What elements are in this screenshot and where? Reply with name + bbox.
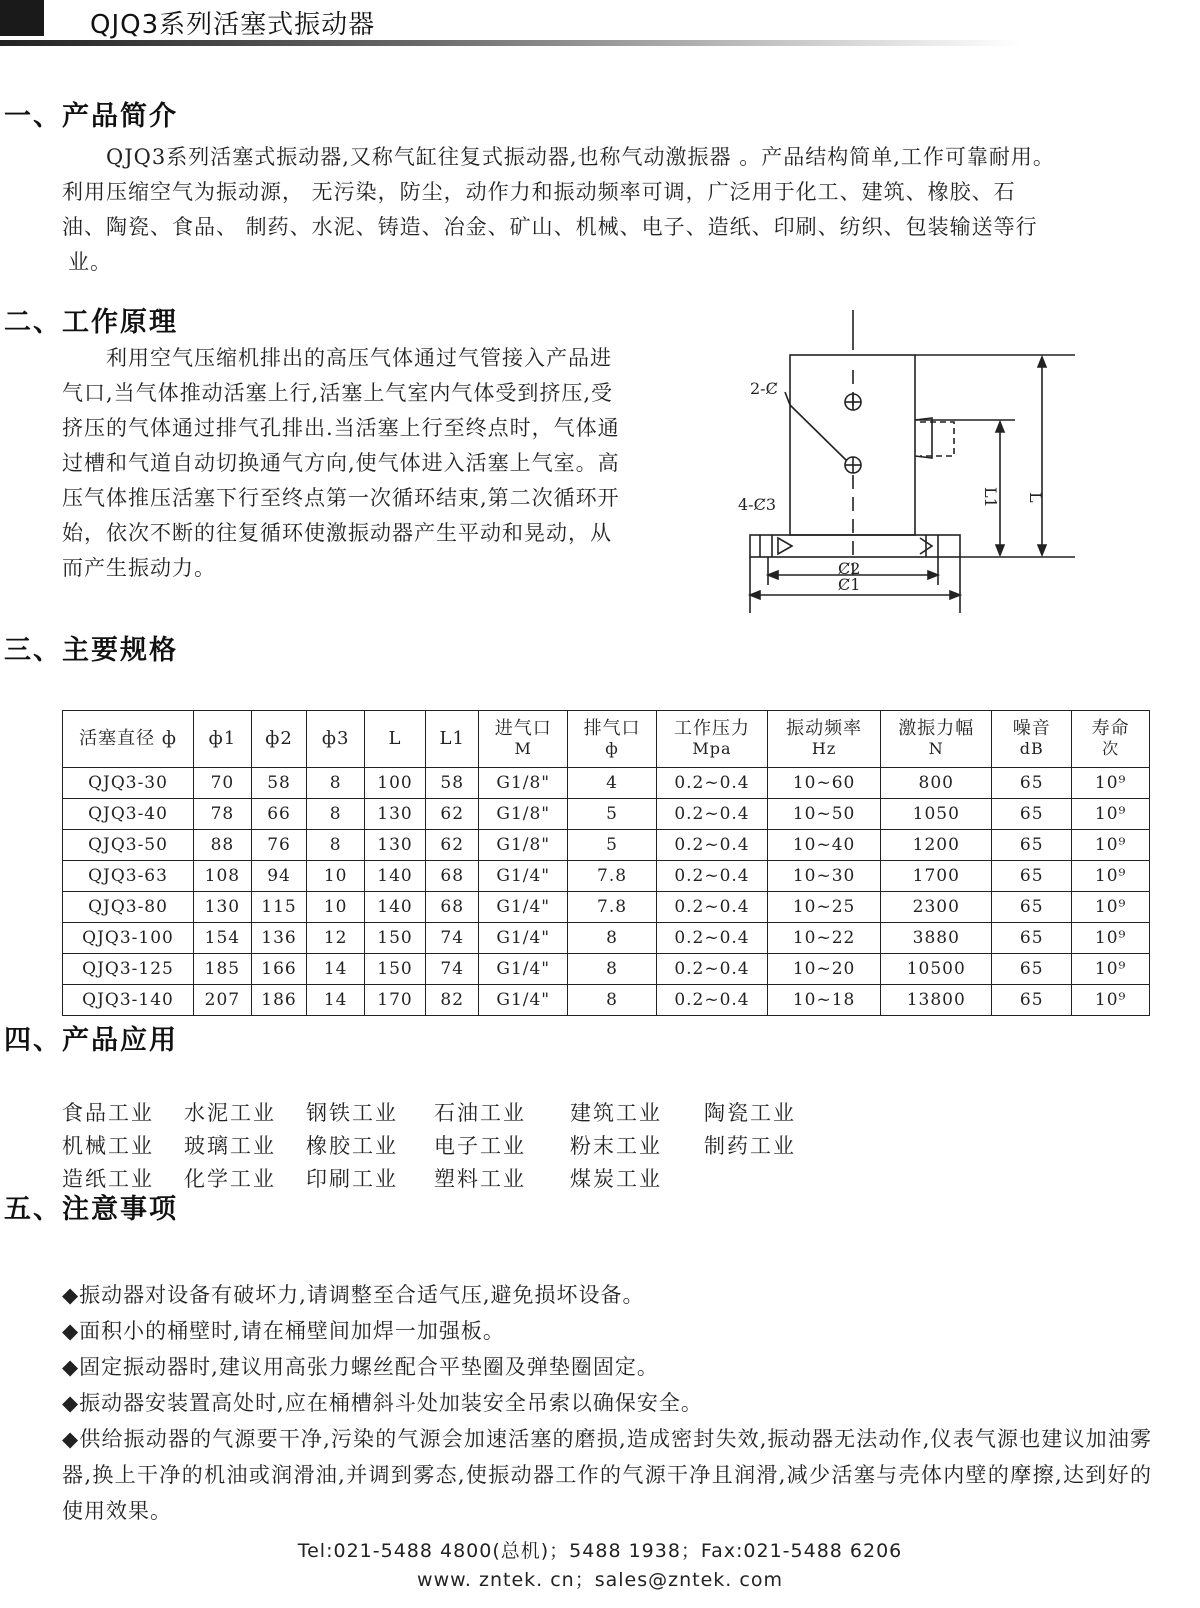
table-cell: 65 [992,861,1072,892]
table-cell: 78 [194,799,252,830]
table-cell: 150 [365,923,426,954]
note-text: 固定振动器时,建议用高张力螺丝配合平垫圈及弹垫圈固定。 [79,1355,659,1379]
table-cell: 88 [194,830,252,861]
table-cell: 10⁹ [1072,923,1150,954]
application-item: 陶瓷工业 [704,1101,796,1125]
principle-line: 而产生振动力。 [62,556,216,580]
header-label: 激振力幅 [898,718,975,739]
table-cell: G1/4" [479,861,568,892]
header-rule [0,40,1020,46]
section-title-applications: 四、产品应用 [4,1025,178,1056]
table-cell: 10 [307,892,365,923]
section-title-intro: 一、产品简介 [4,101,178,132]
table-cell: G1/8" [479,799,568,830]
table-cell: 108 [194,861,252,892]
table-cell: 0.2~0.4 [656,954,767,985]
model-cell: QJQ3-50 [63,830,194,861]
label-phi1: Ȼ1 [838,575,861,594]
table-row [63,799,1150,830]
principle-line: 始，依次不断的往复循环使激振动器产生平动和晃动，从 [62,521,612,545]
table-cell: 10~50 [768,799,881,830]
table-cell: 10⁹ [1072,830,1150,861]
table-cell: 0.2~0.4 [656,985,767,1016]
diamond-bullet-icon: ◆ [62,1283,80,1307]
table-cell: 65 [992,985,1072,1016]
table-cell: 10⁹ [1072,954,1150,985]
intro-line: 业。 [68,250,112,274]
table-cell: 8 [307,830,365,861]
header-label: 寿命 [1091,718,1130,739]
table-row [63,985,1150,1016]
page-title: QJQ3系列活塞式振动器 [90,10,376,40]
table-cell: 130 [194,892,252,923]
table-cell: 74 [426,923,479,954]
table-cell: 12 [307,923,365,954]
table-cell: 65 [992,768,1072,799]
diamond-bullet-icon: ◆ [62,1391,80,1415]
table-header-cell [992,711,1072,768]
table-cell: 76 [251,830,307,861]
diamond-bullet-icon: ◆ [62,1427,80,1451]
table-cell: 10~22 [768,923,881,954]
table-header-cell [568,711,657,768]
note-text: 振动器安装置高处时,应在桶槽斜斗处加装安全吊索以确保安全。 [79,1391,703,1415]
footer-web: www. zntek. cn；sales@zntek. com [417,1569,783,1591]
table-header-cell [365,711,426,768]
table-header-cell [63,711,194,768]
table-row [63,954,1150,985]
table-cell: 170 [365,985,426,1016]
label-l1: L1 [981,487,1000,508]
table-cell: 4 [568,768,657,799]
table-header-cell [656,711,767,768]
table-cell: 14 [307,954,365,985]
table-row [63,768,1150,799]
header-label: 噪音 [1012,718,1051,739]
table-cell: 140 [365,861,426,892]
application-item: 食品工业 [62,1101,154,1125]
note-item [62,1277,1152,1313]
header-label: 进气口 [494,718,552,739]
application-item: 粉末工业 [570,1134,662,1158]
table-cell: 74 [426,954,479,985]
notes-list [62,1277,1152,1529]
application-item: 电子工业 [434,1134,526,1158]
intro-line: 利用压缩空气为振动源， 无污染，防尘，动作力和振动频率可调，广泛用于化工、建筑、橡胶、石 [62,180,1016,204]
table-cell: 150 [365,954,426,985]
table-cell: 130 [365,799,426,830]
application-item: 建筑工业 [570,1101,662,1125]
principle-paragraph [62,341,702,586]
diamond-bullet-icon: ◆ [62,1319,80,1343]
table-cell: 68 [426,861,479,892]
table-header-cell [307,711,365,768]
table-cell: 3880 [881,923,992,954]
section-title-specs: 三、主要规格 [4,635,178,666]
table-cell: 1700 [881,861,992,892]
table-cell: 0.2~0.4 [656,861,767,892]
table-cell: 5 [568,799,657,830]
table-cell: 62 [426,830,479,861]
application-item: 钢铁工业 [306,1101,398,1125]
label-l: L [1026,492,1045,503]
table-cell: G1/4" [479,892,568,923]
header-label: L [388,728,402,749]
table-cell: 7.8 [568,892,657,923]
vibrator-drawing [738,310,1130,640]
header-label: L1 [439,728,465,749]
model-cell: QJQ3-80 [63,892,194,923]
table-cell: G1/4" [479,923,568,954]
table-cell: 2300 [881,892,992,923]
note-text: 面积小的桶壁时,请在桶壁间加焊一加强板。 [79,1319,505,1343]
header-label: 振动频率 [786,718,863,739]
table-header-cell [1072,711,1150,768]
note-item [62,1385,1152,1421]
application-item: 机械工业 [62,1134,154,1158]
table-body [63,768,1150,1016]
table-cell: 0.2~0.4 [656,768,767,799]
table-cell: 65 [992,799,1072,830]
note-item [62,1421,1152,1529]
table-cell: G1/4" [479,954,568,985]
table-cell: 58 [251,768,307,799]
table-cell: 8 [568,985,657,1016]
table-cell: 8 [568,954,657,985]
table-cell: 70 [194,768,252,799]
table-cell: 185 [194,954,252,985]
table-row [63,830,1150,861]
table-cell: 10⁹ [1072,861,1150,892]
table-cell: 10⁹ [1072,892,1150,923]
table-cell: G1/8" [479,830,568,861]
table-cell: 94 [251,861,307,892]
intro-line: QJQ3系列活塞式振动器,又称气缸往复式振动器,也称气动激振器 。产品结构简单,工作可靠耐用。 [106,145,1055,169]
label-4-phi3: 4-Ȼ3 [738,495,777,514]
header-label: 工作压力 [673,718,750,739]
model-cell: QJQ3-40 [63,799,194,830]
table-cell: 62 [426,799,479,830]
table-header-cell [251,711,307,768]
application-item: 橡胶工业 [306,1134,398,1158]
table-cell: 10⁹ [1072,799,1150,830]
table-cell: 65 [992,830,1072,861]
table-cell: 0.2~0.4 [656,892,767,923]
table-header-cell [768,711,881,768]
application-item: 玻璃工业 [184,1134,276,1158]
table-cell: 8 [307,799,365,830]
table-cell: 10500 [881,954,992,985]
application-item: 水泥工业 [184,1101,276,1125]
header-unit: M [514,739,532,758]
table-cell: 10~30 [768,861,881,892]
header-unit: Mpa [692,739,732,758]
table-cell: 0.2~0.4 [656,923,767,954]
header-unit: N [928,739,944,758]
table-cell: 800 [881,768,992,799]
table-cell: 115 [251,892,307,923]
header-unit: ф [605,739,619,758]
table-cell: 1200 [881,830,992,861]
table-cell: 166 [251,954,307,985]
table-cell: 10⁹ [1072,985,1150,1016]
principle-line: 挤压的气体通过排气孔排出.当活塞上行至终点时，气体通 [62,416,620,440]
table-cell: 8 [568,923,657,954]
table-cell: 130 [365,830,426,861]
header-block [0,0,44,36]
table-cell: 10~40 [768,830,881,861]
application-item: 煤炭工业 [570,1167,662,1191]
model-cell: QJQ3-140 [63,985,194,1016]
header-unit: 次 [1102,739,1120,758]
table-cell: 140 [365,892,426,923]
label-phi2: Ȼ2 [838,559,861,578]
table-cell: 68 [426,892,479,923]
application-item: 石油工业 [434,1101,526,1125]
table-cell: 154 [194,923,252,954]
table-cell: 65 [992,954,1072,985]
base-flange [750,535,960,557]
table-cell: 10~60 [768,768,881,799]
application-item: 制药工业 [704,1134,796,1158]
table-header-cell [426,711,479,768]
diamond-bullet-icon: ◆ [62,1355,80,1379]
model-cell: QJQ3-30 [63,768,194,799]
application-item: 造纸工业 [62,1167,154,1191]
spec-table [62,710,1150,1016]
table-cell: 58 [426,768,479,799]
table-cell: G1/4" [479,985,568,1016]
table-cell: 10⁹ [1072,768,1150,799]
application-item: 塑料工业 [434,1167,526,1191]
table-cell: 1050 [881,799,992,830]
table-cell: G1/8" [479,768,568,799]
table-cell: 5 [568,830,657,861]
application-item: 化学工业 [184,1167,276,1191]
note-item [62,1349,1152,1385]
header-label: 活塞直径 ф [79,728,177,749]
table-cell: 10~18 [768,985,881,1016]
header-label: ф2 [265,728,293,749]
section-title-principle: 二、工作原理 [4,307,178,338]
footer-contact: Tel:021-5488 4800(总机)；5488 1938；Fax:021-5488 6206 [297,1540,903,1562]
header-label: 排气口 [583,718,641,739]
table-cell: 100 [365,768,426,799]
table-row [63,861,1150,892]
table-cell: 13800 [881,985,992,1016]
intro-paragraph [62,140,1150,280]
intro-line: 油、陶瓷、食品、 制药、水泥、铸造、冶金、矿山、机械、电子、造纸、印刷、纺织、包装输送等行 [62,215,1038,239]
table-cell: 8 [307,768,365,799]
table-cell: 10~20 [768,954,881,985]
table-cell: 10~25 [768,892,881,923]
principle-line: 利用空气压缩机排出的高压气体通过气管接入产品进 [106,346,612,370]
table-cell: 14 [307,985,365,1016]
principle-line: 过槽和气道自动切换通气方向,使气体进入活塞上气室。高 [62,451,620,475]
table-header-row [63,711,1150,768]
note-text: 供给振动器的气源要干净,污染的气源会加速活塞的磨损,造成密封失效,振动器无法动作,仪表气源也建议加油雾器,换上干净的机油或润滑油,并调到雾态,使振动器工作的气源干净且润滑,减少活塞与壳体内壁的摩擦,达到好的使用效果。 [62,1427,1152,1523]
table-cell: 207 [194,985,252,1016]
table-cell: 186 [251,985,307,1016]
table-cell: 0.2~0.4 [656,799,767,830]
model-cell: QJQ3-63 [63,861,194,892]
principle-line: 压气体推压活塞下行至终点第一次循环结束,第二次循环开 [62,486,620,510]
header-label: ф1 [208,728,237,749]
table-header-cell [194,711,252,768]
model-cell: QJQ3-125 [63,954,194,985]
table-cell: 66 [251,799,307,830]
model-cell: QJQ3-100 [63,923,194,954]
table-cell: 65 [992,892,1072,923]
table-row [63,892,1150,923]
application-item: 印刷工业 [306,1167,398,1191]
table-cell: 0.2~0.4 [656,830,767,861]
header-unit: dB [1019,739,1044,758]
section-title-notes: 五、注意事项 [4,1194,178,1225]
table-cell: 136 [251,923,307,954]
header-unit: Hz [811,739,837,758]
table-row [63,923,1150,954]
note-text: 振动器对设备有破坏力,请调整至合适气压,避免损坏设备。 [79,1283,645,1307]
principle-line: 气口,当气体推动活塞上行,活塞上气室内气体受到挤压,受 [62,381,614,405]
table-cell: 82 [426,985,479,1016]
table-header-cell [881,711,992,768]
table-cell: 65 [992,923,1072,954]
table-cell: 10 [307,861,365,892]
table-header-cell [479,711,568,768]
header-label: ф3 [321,728,350,749]
note-item [62,1313,1152,1349]
label-2-phi: 2-Ȼ [750,379,778,398]
table-cell: 7.8 [568,861,657,892]
